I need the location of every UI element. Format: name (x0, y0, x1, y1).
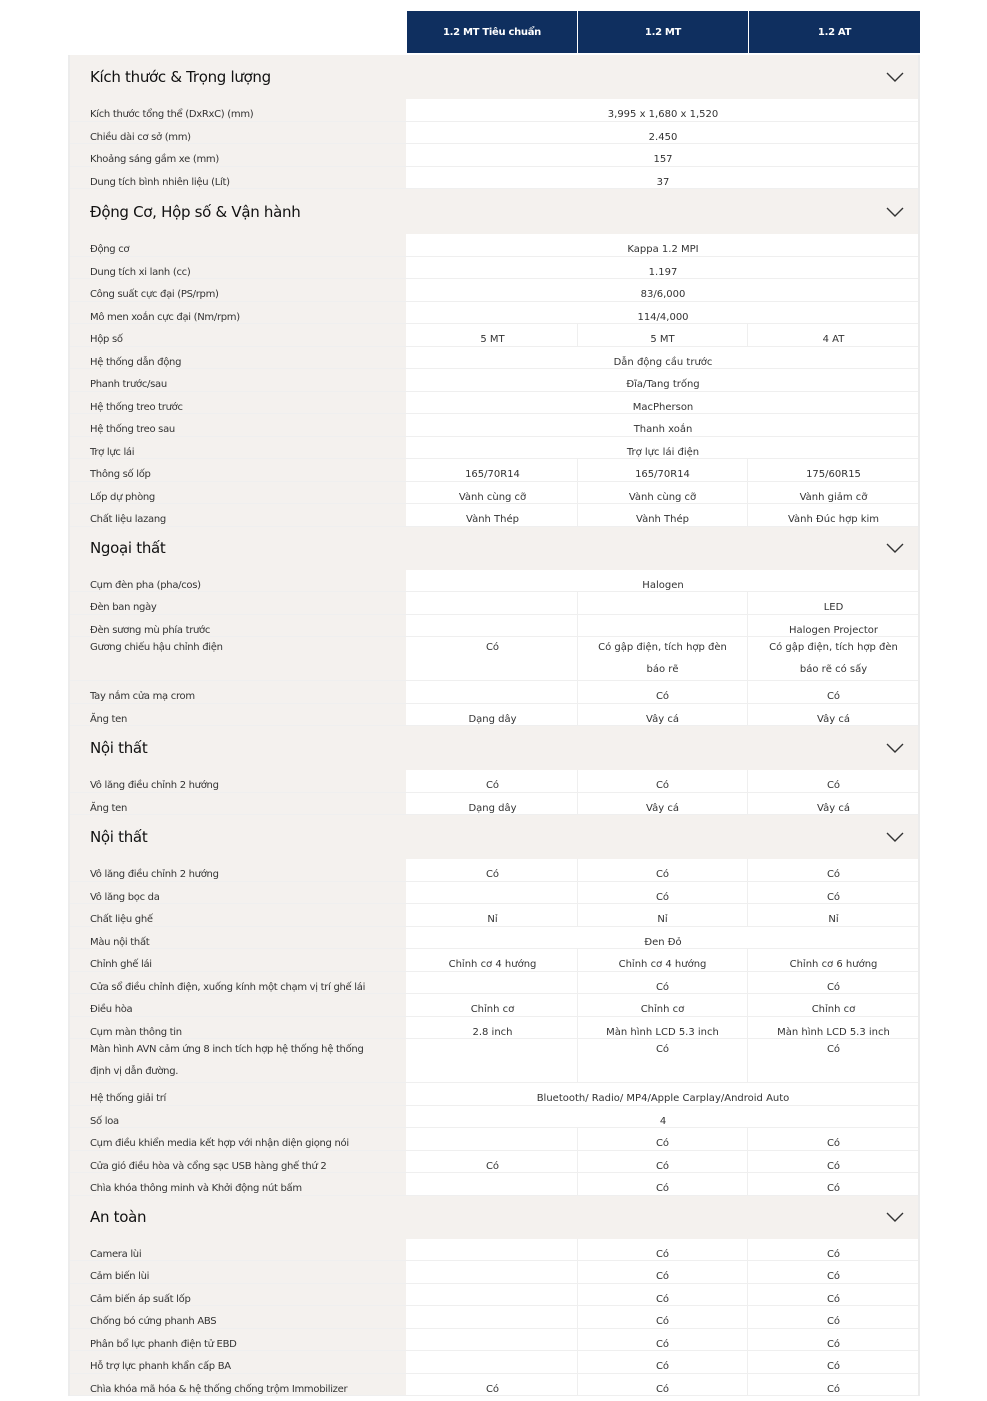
spec-row (70, 1351, 918, 1374)
spec-label: Màu nội thất (70, 927, 408, 949)
spec-label: Vô lăng điều chỉnh 2 hướng (70, 770, 408, 792)
spec-value-variant-3: Vây cá (817, 713, 850, 725)
spec-label: Dung tích xi lanh (cc) (70, 257, 408, 279)
spec-value-variant-3: Có (826, 1138, 841, 1149)
spec-values (408, 1329, 919, 1351)
spec-value-variant-2: Vành Thép (578, 504, 748, 526)
spec-row (70, 392, 918, 415)
spec-label: Thông số lốp (70, 459, 408, 481)
spec-row (70, 904, 918, 927)
spec-values (408, 704, 919, 726)
spec-values (408, 369, 918, 391)
spec-row (70, 504, 918, 527)
spec-value-variant-1: Chỉnh cơ (408, 994, 578, 1016)
spec-values (408, 1128, 919, 1150)
chevron-down-icon[interactable] (886, 742, 904, 754)
spec-label: Chìa khóa mã hóa & hệ thống chống trộm Immobilizer (70, 1374, 408, 1396)
section-title: An toàn (90, 1208, 147, 1226)
section-title: Nội thất (90, 828, 148, 846)
spec-value-variant-3: Có (826, 981, 841, 993)
spec-label: Cảm biến áp suất lốp (70, 1284, 408, 1306)
spec-value-all: 2.450 (648, 131, 678, 143)
section-body (70, 99, 918, 189)
spec-value-variant-1 (408, 882, 578, 904)
spec-value-variant-2: Nỉ (578, 904, 748, 926)
spec-row (70, 570, 918, 593)
spec-values (408, 570, 918, 592)
spec-row (70, 615, 918, 638)
spec-row (70, 369, 918, 392)
spec-value-variant-3: Chỉnh cơ 6 hướng (789, 959, 878, 970)
chevron-down-icon[interactable] (886, 1211, 904, 1223)
spec-row (70, 1173, 918, 1196)
spec-values (408, 1306, 919, 1328)
spec-section (68, 527, 920, 727)
spec-label: Tay nắm cửa mạ crom (70, 681, 408, 703)
spec-value-all: 4 (659, 1115, 667, 1127)
spec-label: Chìa khóa thông minh và Khởi động nút bấm (70, 1173, 408, 1195)
spec-value-variant-2: Có (578, 1329, 748, 1351)
spec-value-variant-2: Chỉnh cơ (578, 994, 748, 1016)
spec-label: Chất liệu ghế (70, 904, 408, 926)
spec-value-variant-1: 165/70R14 (408, 459, 578, 481)
spec-value-variant-2: Có (578, 859, 748, 881)
tab-variant-1[interactable]: 1.2 MT Tiêu chuẩn (407, 11, 577, 53)
spec-label: Động cơ (70, 234, 408, 256)
spec-value-variant-3: Có (826, 1316, 841, 1327)
spec-values (408, 615, 919, 637)
chevron-down-icon[interactable] (886, 206, 904, 218)
spec-label: Phân bổ lực phanh điện tử EBD (70, 1329, 408, 1351)
spec-value-variant-2: Vây cá (578, 793, 748, 815)
spec-row (70, 1306, 918, 1329)
section-title: Nội thất (90, 739, 148, 757)
spec-value-variant-2: Có (578, 972, 748, 994)
spec-value-variant-3: Có (826, 1383, 841, 1395)
spec-label: Ăng ten (70, 704, 408, 726)
spec-label: Gương chiếu hậu chỉnh điện (70, 637, 408, 680)
spec-label: Cửa sổ điều chỉnh điện, xuống kính một chạm vị trí ghế lái (70, 972, 408, 994)
spec-section (68, 726, 920, 815)
spec-row (70, 704, 918, 727)
spec-label: Vô lăng điều chỉnh 2 hướng (70, 859, 408, 881)
spec-value-variant-2: Có (578, 1261, 748, 1283)
spec-value-all: 1.197 (648, 266, 678, 278)
spec-label: Hệ thống dẫn động (70, 347, 408, 369)
section-header[interactable] (70, 527, 918, 570)
spec-values (408, 904, 919, 926)
spec-label: Phanh trước/sau (70, 369, 408, 391)
spec-row (70, 302, 918, 325)
spec-label: Cảm biến lùi (70, 1261, 408, 1283)
spec-row (70, 1128, 918, 1151)
spec-value-variant-3: Có (826, 1248, 841, 1260)
spec-value-variant-1 (408, 681, 578, 703)
spec-value-variant-1: Có (408, 1374, 578, 1396)
spec-row (70, 1374, 918, 1397)
spec-row (70, 681, 918, 704)
spec-label: Kích thước tổng thể (DxRxC) (mm) (70, 99, 408, 121)
spec-values (408, 1039, 919, 1082)
spec-row (70, 1261, 918, 1284)
spec-value-all: Đen Đỏ (644, 936, 682, 948)
spec-value-all: Kappa 1.2 MPI (627, 244, 699, 255)
spec-label: Trợ lực lái (70, 437, 408, 459)
spec-value-variant-2: Vây cá (578, 704, 748, 726)
tab-variant-2[interactable]: 1.2 MT (578, 11, 748, 53)
spec-value-variant-3: Có (826, 869, 841, 880)
spec-value-variant-1 (408, 1351, 578, 1373)
spec-label: Dung tích bình nhiên liệu (Lít) (70, 167, 408, 189)
spec-row (70, 279, 918, 302)
spec-values (408, 1239, 919, 1261)
spec-label: Hỗ trợ lực phanh khẩn cấp BA (70, 1351, 408, 1373)
spec-label: Số loa (70, 1106, 408, 1128)
spec-row (70, 1239, 918, 1262)
spec-values (408, 994, 919, 1016)
chevron-down-icon[interactable] (886, 542, 904, 554)
spec-values (408, 234, 918, 256)
spec-value-variant-2: 5 MT (578, 324, 748, 346)
spec-row (70, 144, 918, 167)
section-body (70, 234, 918, 527)
spec-row (70, 414, 918, 437)
section-title: Ngoại thất (90, 539, 166, 557)
spec-label: Ăng ten (70, 793, 408, 815)
spec-row (70, 770, 918, 793)
spec-value-variant-3: Vành Đúc hợp kim (787, 514, 880, 525)
spec-value-all: MacPherson (632, 401, 694, 413)
spec-label: Chống bó cứng phanh ABS (70, 1306, 408, 1328)
spec-row (70, 882, 918, 905)
spec-value-variant-3: Có (826, 1183, 841, 1194)
spec-sections (68, 55, 920, 1396)
section-header[interactable] (70, 726, 918, 770)
spec-values (408, 414, 918, 436)
spec-label: Chiều dài cơ sở (mm) (70, 122, 408, 144)
spec-label: Cụm đèn pha (pha/cos) (70, 570, 408, 592)
spec-section (68, 189, 920, 527)
spec-value-variant-3: Có (826, 1293, 841, 1305)
spec-value-variant-2: Chỉnh cơ 4 hướng (578, 949, 748, 971)
spec-value-variant-1: Có (408, 637, 578, 680)
spec-value-all: Bluetooth/ Radio/ MP4/Apple Carplay/Android Auto (536, 1093, 790, 1104)
spec-label: Công suất cực đại (PS/rpm) (70, 279, 408, 301)
spec-value-variant-2: Có (578, 1306, 748, 1328)
spec-row (70, 167, 918, 190)
variant-tabs (407, 11, 920, 53)
spec-row (70, 972, 918, 995)
spec-value-variant-1: Vành cùng cỡ (408, 482, 578, 504)
spec-row (70, 1329, 918, 1352)
spec-values (408, 122, 918, 144)
spec-value-all: 83/6,000 (640, 289, 686, 300)
spec-value-variant-3: Có gập điện, tích hợp đèn báo rẽ có sấy (769, 642, 898, 675)
spec-value-variant-2: 165/70R14 (578, 459, 748, 481)
spec-values (408, 592, 919, 614)
spec-value-variant-2: Có gập điện, tích hợp đèn báo rẽ (578, 637, 748, 680)
spec-value-variant-2: Có (578, 1128, 748, 1150)
spec-values (408, 1017, 919, 1039)
spec-value-variant-3: 175/60R15 (806, 469, 861, 480)
spec-value-variant-3: Có (826, 1160, 841, 1172)
spec-value-variant-3: Màn hình LCD 5.3 inch (777, 1026, 890, 1038)
spec-values (408, 347, 918, 369)
spec-values (408, 949, 919, 971)
spec-row (70, 437, 918, 460)
spec-value-all: 3,995 x 1,680 x 1,520 (607, 109, 719, 120)
spec-row (70, 592, 918, 615)
spec-value-all: 114/4,000 (637, 311, 689, 323)
spec-values (408, 770, 919, 792)
tab-variant-3[interactable]: 1.2 AT (749, 11, 920, 53)
spec-values (408, 681, 919, 703)
spec-values (408, 99, 918, 121)
spec-values (408, 144, 918, 166)
spec-values (408, 972, 919, 994)
spec-row (70, 1284, 918, 1307)
spec-row (70, 859, 918, 882)
spec-label: Đèn ban ngày (70, 592, 408, 614)
spec-row (70, 1039, 918, 1083)
spec-value-variant-3: Có (826, 891, 841, 903)
spec-values (408, 302, 918, 324)
spec-value-variant-2: Có (578, 1151, 748, 1173)
spec-value-variant-3: Có (826, 1338, 841, 1350)
spec-values (408, 257, 918, 279)
spec-value-all: 37 (656, 176, 670, 188)
spec-value-variant-1 (408, 1306, 578, 1328)
spec-value-variant-3: Có (826, 691, 841, 702)
spec-label: Mô men xoắn cực đại (Nm/rpm) (70, 302, 408, 324)
spec-value-variant-1 (408, 1329, 578, 1351)
spec-value-variant-2: Màn hình LCD 5.3 inch (578, 1017, 748, 1039)
spec-value-variant-1: 2.8 inch (408, 1017, 578, 1039)
section-title: Động Cơ, Hộp số & Vận hành (90, 202, 301, 221)
spec-values (408, 927, 918, 949)
spec-row (70, 122, 918, 145)
spec-value-variant-3: Chỉnh cơ (811, 1004, 856, 1015)
spec-label: Đèn sương mù phía trước (70, 615, 408, 637)
spec-values (408, 1173, 919, 1195)
spec-value-variant-3: Có (826, 780, 841, 791)
spec-value-variant-2: Có (578, 1239, 748, 1261)
spec-value-variant-2: Có (578, 1374, 748, 1396)
spec-values (408, 279, 918, 301)
spec-label: Màn hình AVN cảm ứng 8 inch tích hợp hệ thống hệ thống định vị dẫn đường. (70, 1039, 408, 1082)
spec-label: Chất liệu lazang (70, 504, 408, 526)
spec-value-variant-2: Vành cùng cỡ (578, 482, 748, 504)
spec-section (68, 815, 920, 1196)
spec-value-variant-1: Có (408, 770, 578, 792)
spec-value-all: Halogen (642, 579, 684, 591)
spec-value-all: Dẫn động cầu trước (613, 356, 713, 368)
spec-row (70, 482, 918, 505)
spec-values (408, 1374, 919, 1396)
spec-section (68, 1196, 920, 1397)
spec-value-variant-2: Có (578, 1351, 748, 1373)
spec-values (408, 1261, 919, 1283)
spec-label: Vô lăng bọc da (70, 882, 408, 904)
spec-value-all: Đĩa/Tang trống (626, 379, 700, 390)
spec-value-variant-3: LED (823, 602, 844, 613)
spec-label: Điều hòa (70, 994, 408, 1016)
spec-values (408, 1151, 919, 1173)
spec-value-variant-1 (408, 1173, 578, 1195)
spec-values (408, 1106, 918, 1128)
spec-value-variant-1: Dạng dây (408, 704, 578, 726)
section-title: Kích thước & Trọng lượng (90, 68, 271, 86)
spec-values (408, 793, 919, 815)
spec-label: Khoảng sáng gầm xe (mm) (70, 144, 408, 166)
spec-value-variant-2 (578, 615, 748, 637)
spec-values (408, 482, 919, 504)
spec-value-variant-1 (408, 1239, 578, 1261)
spec-row (70, 1151, 918, 1174)
spec-value-variant-2: Có (578, 1173, 748, 1195)
spec-value-variant-1 (408, 1128, 578, 1150)
spec-value-variant-3: Có (826, 1044, 841, 1055)
spec-value-variant-3: Nỉ (828, 914, 839, 925)
section-body (70, 570, 918, 727)
spec-value-variant-1: Dạng dây (408, 793, 578, 815)
spec-value-variant-1 (408, 1284, 578, 1306)
spec-value-variant-2: Có (578, 1284, 748, 1306)
spec-values (408, 1083, 918, 1105)
spec-label: Cụm điều khiển media kết hợp với nhận diện giọng nói (70, 1128, 408, 1150)
spec-value-variant-3: 4 AT (822, 334, 845, 345)
spec-section (68, 55, 920, 189)
spec-values (408, 167, 918, 189)
spec-values (408, 859, 919, 881)
spec-value-variant-1 (408, 972, 578, 994)
spec-values (408, 1284, 919, 1306)
spec-values (408, 459, 919, 481)
spec-row (70, 459, 918, 482)
spec-label: Hệ thống giải trí (70, 1083, 408, 1105)
spec-label: Chỉnh ghế lái (70, 949, 408, 971)
spec-value-all: Thanh xoắn (633, 424, 693, 435)
section-body (70, 1239, 918, 1397)
spec-value-all: 157 (653, 154, 673, 165)
spec-row (70, 234, 918, 257)
spec-value-variant-3: Có (826, 1361, 841, 1372)
spec-value-variant-1: Chỉnh cơ 4 hướng (408, 949, 578, 971)
spec-values (408, 504, 919, 526)
spec-values (408, 637, 919, 680)
spec-value-variant-3: Vành giảm cỡ (799, 491, 868, 503)
spec-row (70, 347, 918, 370)
spec-value-all: Trợ lực lái điện (626, 446, 700, 458)
spec-value-variant-2: Có (578, 1039, 748, 1082)
spec-label: Hệ thống treo sau (70, 414, 408, 436)
spec-label: Lốp dự phòng (70, 482, 408, 504)
spec-value-variant-1 (408, 1261, 578, 1283)
spec-value-variant-3: Halogen Projector (788, 624, 878, 636)
spec-value-variant-1: Nỉ (408, 904, 578, 926)
spec-value-variant-2: Có (578, 681, 748, 703)
chevron-down-icon[interactable] (886, 831, 904, 843)
spec-value-variant-1: Có (408, 1151, 578, 1173)
spec-values (408, 882, 919, 904)
spec-value-variant-2: Có (578, 882, 748, 904)
section-header[interactable] (70, 189, 918, 234)
spec-row (70, 1083, 918, 1106)
spec-value-variant-1 (408, 1039, 578, 1082)
section-header[interactable] (70, 1196, 918, 1239)
spec-label: Hộp số (70, 324, 408, 346)
spec-label: Camera lùi (70, 1239, 408, 1261)
chevron-down-icon[interactable] (886, 71, 904, 83)
spec-row (70, 257, 918, 280)
spec-value-variant-1 (408, 592, 578, 614)
spec-row (70, 1106, 918, 1129)
spec-value-variant-1: 5 MT (408, 324, 578, 346)
spec-values (408, 1351, 919, 1373)
spec-row (70, 1017, 918, 1040)
spec-values (408, 324, 919, 346)
spec-value-variant-3: Vây cá (817, 802, 850, 814)
spec-value-variant-2 (578, 592, 748, 614)
spec-value-variant-3: Có (826, 1271, 841, 1282)
spec-label: Hệ thống treo trước (70, 392, 408, 414)
section-body (70, 859, 918, 1196)
spec-row (70, 994, 918, 1017)
spec-row (70, 793, 918, 816)
spec-values (408, 437, 918, 459)
spec-row (70, 324, 918, 347)
spec-label: Cụm màn thông tin (70, 1017, 408, 1039)
spec-value-variant-1: Có (408, 859, 578, 881)
spec-row (70, 949, 918, 972)
spec-row (70, 637, 918, 681)
spec-value-variant-1 (408, 615, 578, 637)
section-header[interactable] (70, 815, 918, 859)
spec-row (70, 99, 918, 122)
section-header[interactable] (70, 55, 918, 99)
spec-values (408, 392, 918, 414)
spec-row (70, 927, 918, 950)
section-body (70, 770, 918, 815)
spec-label: Cửa gió điều hòa và cổng sạc USB hàng ghế thứ 2 (70, 1151, 408, 1173)
spec-value-variant-1: Vành Thép (408, 504, 578, 526)
spec-value-variant-2: Có (578, 770, 748, 792)
